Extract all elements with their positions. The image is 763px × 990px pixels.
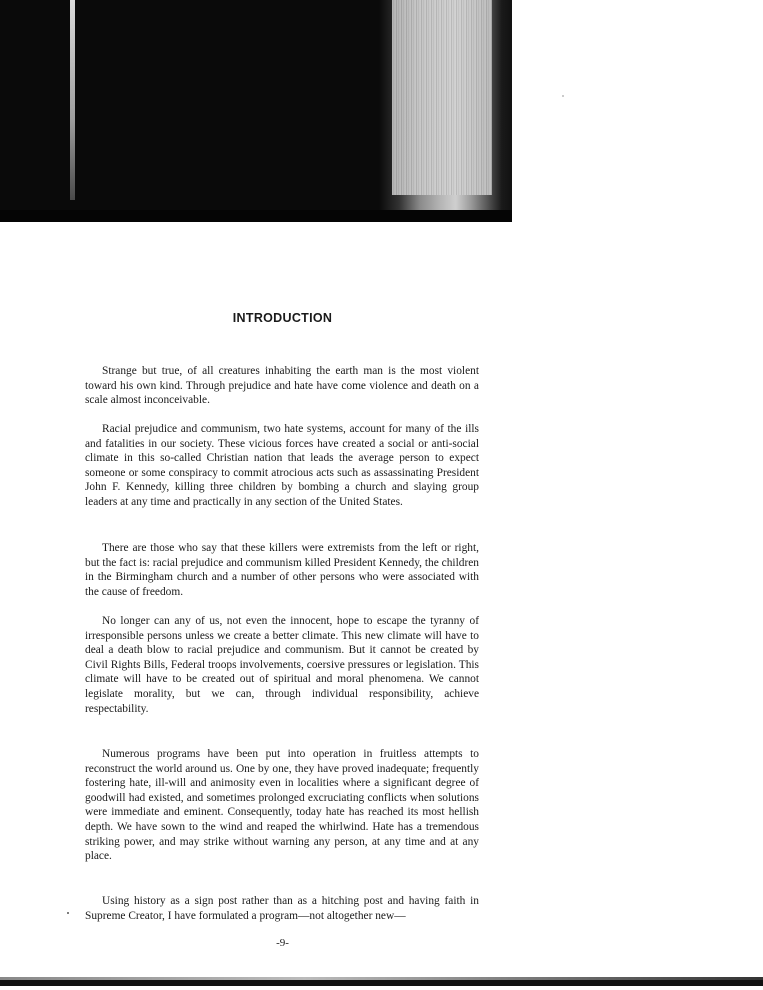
paragraph-6: Using history as a sign post rather than as a hitching post and having faith in Supreme Creator, I have formulated a program—not altogether new— xyxy=(85,895,479,922)
paragraph-5: Numerous programs have been put into operation in fruitless attempts to reconstruct the world around us. One by one, they have proved inadequate; frequently fostering hate, ill-will and animosity even in localities where a significant degree of goodwill had existed, and sometimes prolonged excruciating conflicts when solutions were immediate and eminent. Consequently, today hate has reached its most hellish depth. We have sown to the wind and reaped the whirlwind. Hate has a tremendous striking power, and may strike without warning any person, at any time and at any place. xyxy=(85,748,479,863)
paragraph-3: There are those who say that these killers were extremists from the left or right, but the fact is: racial prejudice and communism killed President Kennedy, the children in the Birmingham church and a number of other persons who were associated with the cause of freedom. xyxy=(85,542,479,598)
scan-speck xyxy=(562,95,564,97)
paragraph-4: No longer can any of us, not even the innocent, hope to escape the tyranny of irresponsible persons unless we create a better climate. This new climate will have to deal a death blow to racial prejudice and communism. But it cannot be created by Civil Rights Bills, Federal troops involvements, coersive pressures or legislation. This climate will have to be created out of spiritual and moral phenomena. We cannot legislate morality, but we can, through individual responsibility, achieve respectability. xyxy=(85,615,479,715)
scan-streak xyxy=(70,0,75,200)
paragraph-2: Racial prejudice and communism, two hate systems, account for many of the ills and fatalities in our society. These vicious forces have created a social or anti-social climate in this so-called Christian nation that leads the average person to expect someone or some conspiracy to commit atrocious acts such as assassinating President John F. Kennedy, killing three children by bombing a church and slaying group leaders at any time and practically in any section of the United States. xyxy=(85,423,479,508)
scan-gray-area xyxy=(392,0,492,195)
bottom-scan-edge xyxy=(0,980,763,986)
page-title: INTRODUCTION xyxy=(232,311,333,325)
page-number: -9- xyxy=(276,937,289,949)
scan-speck xyxy=(67,912,69,914)
paragraph-1: Strange but true, of all creatures inhabiting the earth man is the most violent toward his own kind. Through prejudice and hate have come violence and death on a scale almost inconceivable. xyxy=(85,365,479,407)
